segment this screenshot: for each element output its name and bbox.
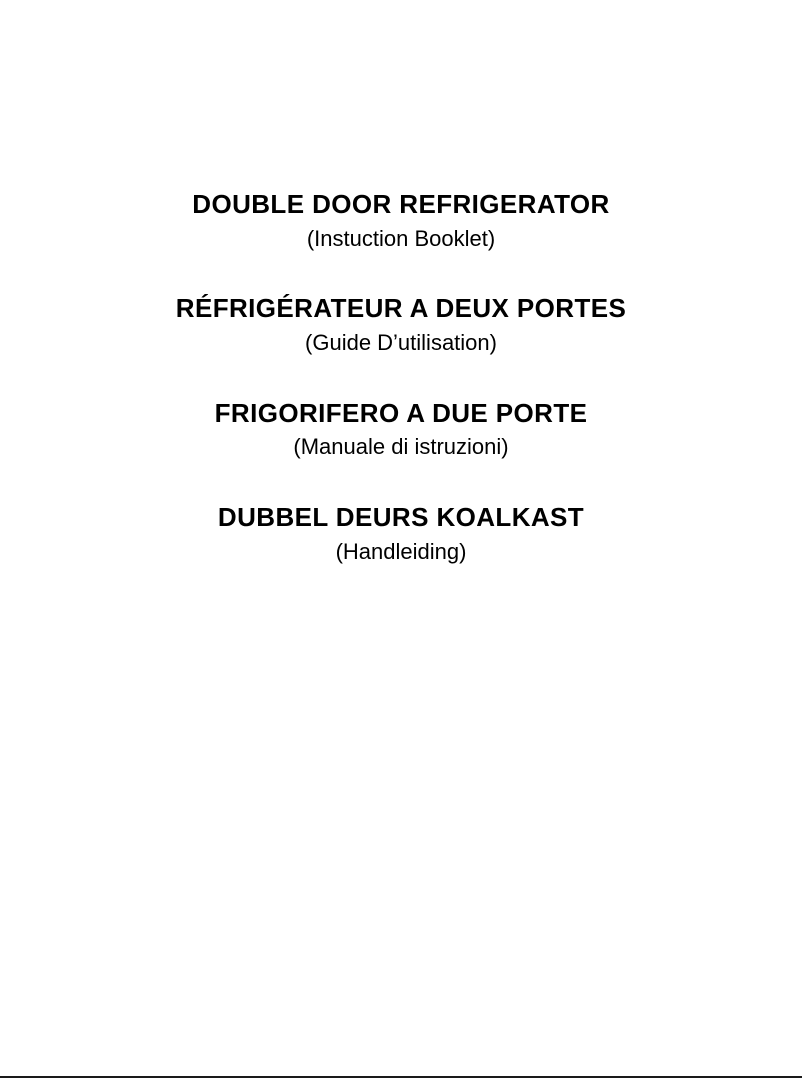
product-title-english: DOUBLE DOOR REFRIGERATOR [192, 189, 610, 219]
document-type-english: (Instuction Booklet) [306, 225, 496, 251]
language-block-english [0, 190, 802, 252]
product-title-french: RÉFRIGÉRATEUR A DEUX PORTES [175, 293, 627, 324]
document-type-dutch: (Handleiding) [335, 538, 467, 564]
document-type-italian: (Manuale di istruzioni) [293, 434, 509, 460]
product-title-dutch: DUBBEL DEURS KOALKAST [217, 501, 585, 532]
language-block-italian [0, 399, 802, 461]
document-type-french: (Guide D’utilisation) [305, 330, 497, 356]
title-block-group [0, 190, 802, 565]
language-block-french [0, 294, 802, 356]
language-block-dutch [0, 503, 802, 565]
product-title-italian: FRIGORIFERO A DUE PORTE [214, 397, 588, 428]
